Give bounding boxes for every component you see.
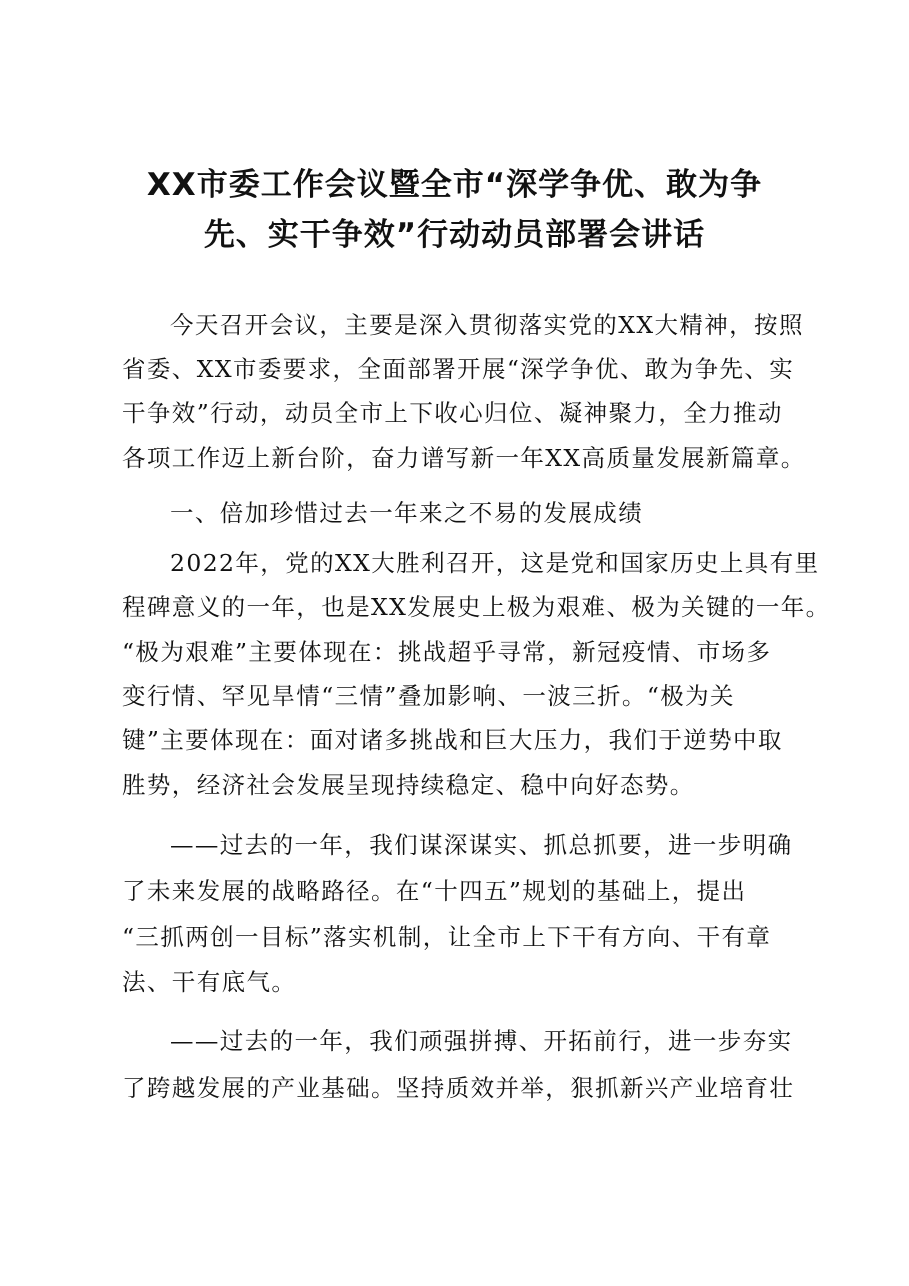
body-line: 法、干有底气。 (122, 968, 297, 996)
document-title (100, 160, 809, 260)
body-line: 程碑意义的一年，也是XX发展史上极为艰难、极为关键的一年。 (122, 593, 831, 621)
body-line: 2022年，党的XX大胜利召开，这是党和国家历史上具有里 (170, 549, 820, 577)
body-line: “三抓两创一目标”落实机制，让全市上下干有方向、干有章 (122, 923, 772, 951)
body-line: ——过去的一年，我们谋深谋实、抓总抓要，进一步明确 (170, 831, 793, 859)
title-line-1: XX市委工作会议暨全市“深学争优、敢为争 (146, 167, 763, 203)
body-line: 各项工作迈上新台阶，奋力谱写新一年XX高质量发展新篇章。 (122, 444, 806, 472)
body-line: ——过去的一年，我们顽强拼搏、开拓前行，进一步夯实 (170, 1027, 793, 1055)
body-line: 干争效”行动，动员全市上下收心归位、凝神聚力，全力推动 (122, 399, 783, 427)
body-line: 今天召开会议，主要是深入贯彻落实党的XX大精神，按照 (170, 311, 804, 339)
section-heading: 一、倍加珍惜过去一年来之不易的发展成绩 (170, 499, 644, 527)
body-line: 键”主要体现在：面对诸多挑战和巨大压力，我们于逆势中取 (122, 726, 783, 754)
body-line: 省委、XX市委要求，全面部署开展“深学争优、敢为争先、实 (122, 355, 795, 383)
body-line: 变行情、罕见旱情“三情”叠加影响、一波三折。“极为关 (122, 682, 735, 710)
body-line: 了跨越发展的产业基础。坚持质效并举，狠抓新兴产业培育壮 (122, 1074, 795, 1102)
title-line-2: 先、实干争效”行动动员部署会讲话 (203, 217, 706, 253)
body-line: “极为艰难”主要体现在：挑战超乎寻常，新冠疫情、市场多 (122, 638, 772, 666)
body-line: 了未来发展的战略路径。在“十四五”规划的基础上，提出 (122, 877, 747, 905)
body-line: 胜势，经济社会发展呈现持续稳定、稳中向好态势。 (122, 771, 695, 799)
